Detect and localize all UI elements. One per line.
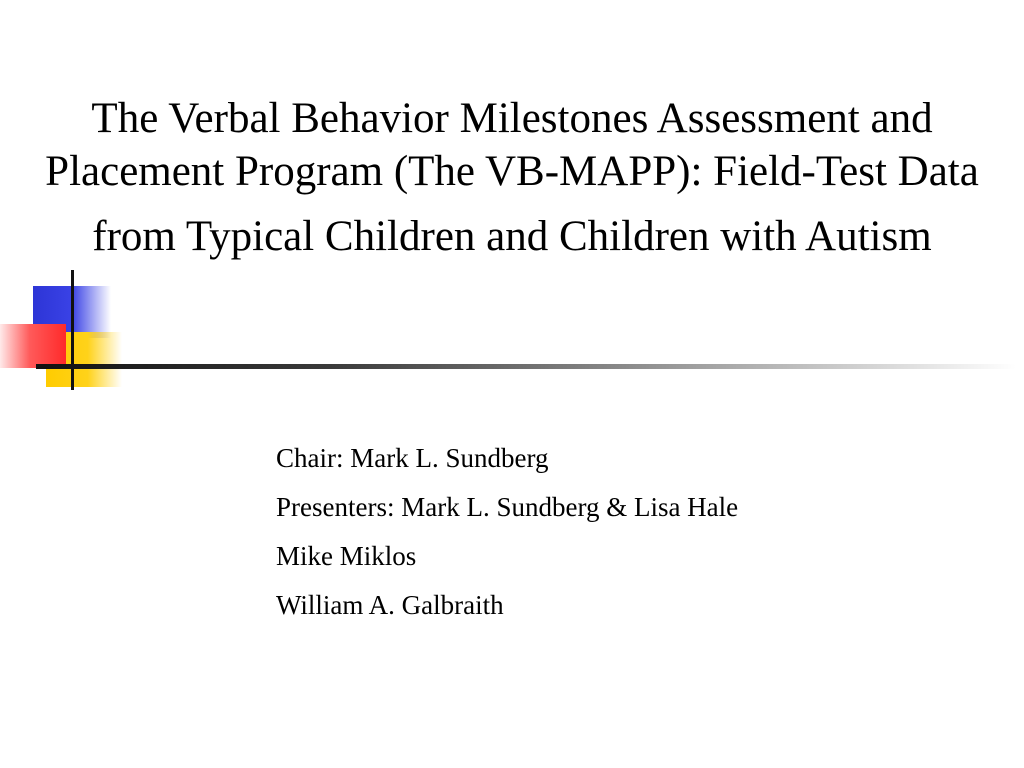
title-line-3: from Typical Children and Children with Autism [92, 213, 932, 260]
credit-presenter-name: Mike Miklos [276, 541, 417, 571]
credits-list [276, 434, 738, 630]
credit-presenters: Presenters: Mark L. Sundberg & Lisa Hale [276, 492, 739, 522]
red-square-decoration [0, 324, 66, 368]
credit-presenter-name: William A. Galbraith [276, 590, 504, 620]
title-line-2: Placement Program (The VB-MAPP): Field-Test Data [45, 148, 979, 195]
credit-chair: Chair: Mark L. Sundberg [276, 443, 549, 473]
title-decoration [0, 270, 1024, 400]
slide-title [0, 97, 1024, 258]
horizontal-rule [36, 364, 1016, 369]
vertical-rule [71, 270, 74, 390]
title-line-1: The Verbal Behavior Milestones Assessment and [91, 95, 933, 142]
